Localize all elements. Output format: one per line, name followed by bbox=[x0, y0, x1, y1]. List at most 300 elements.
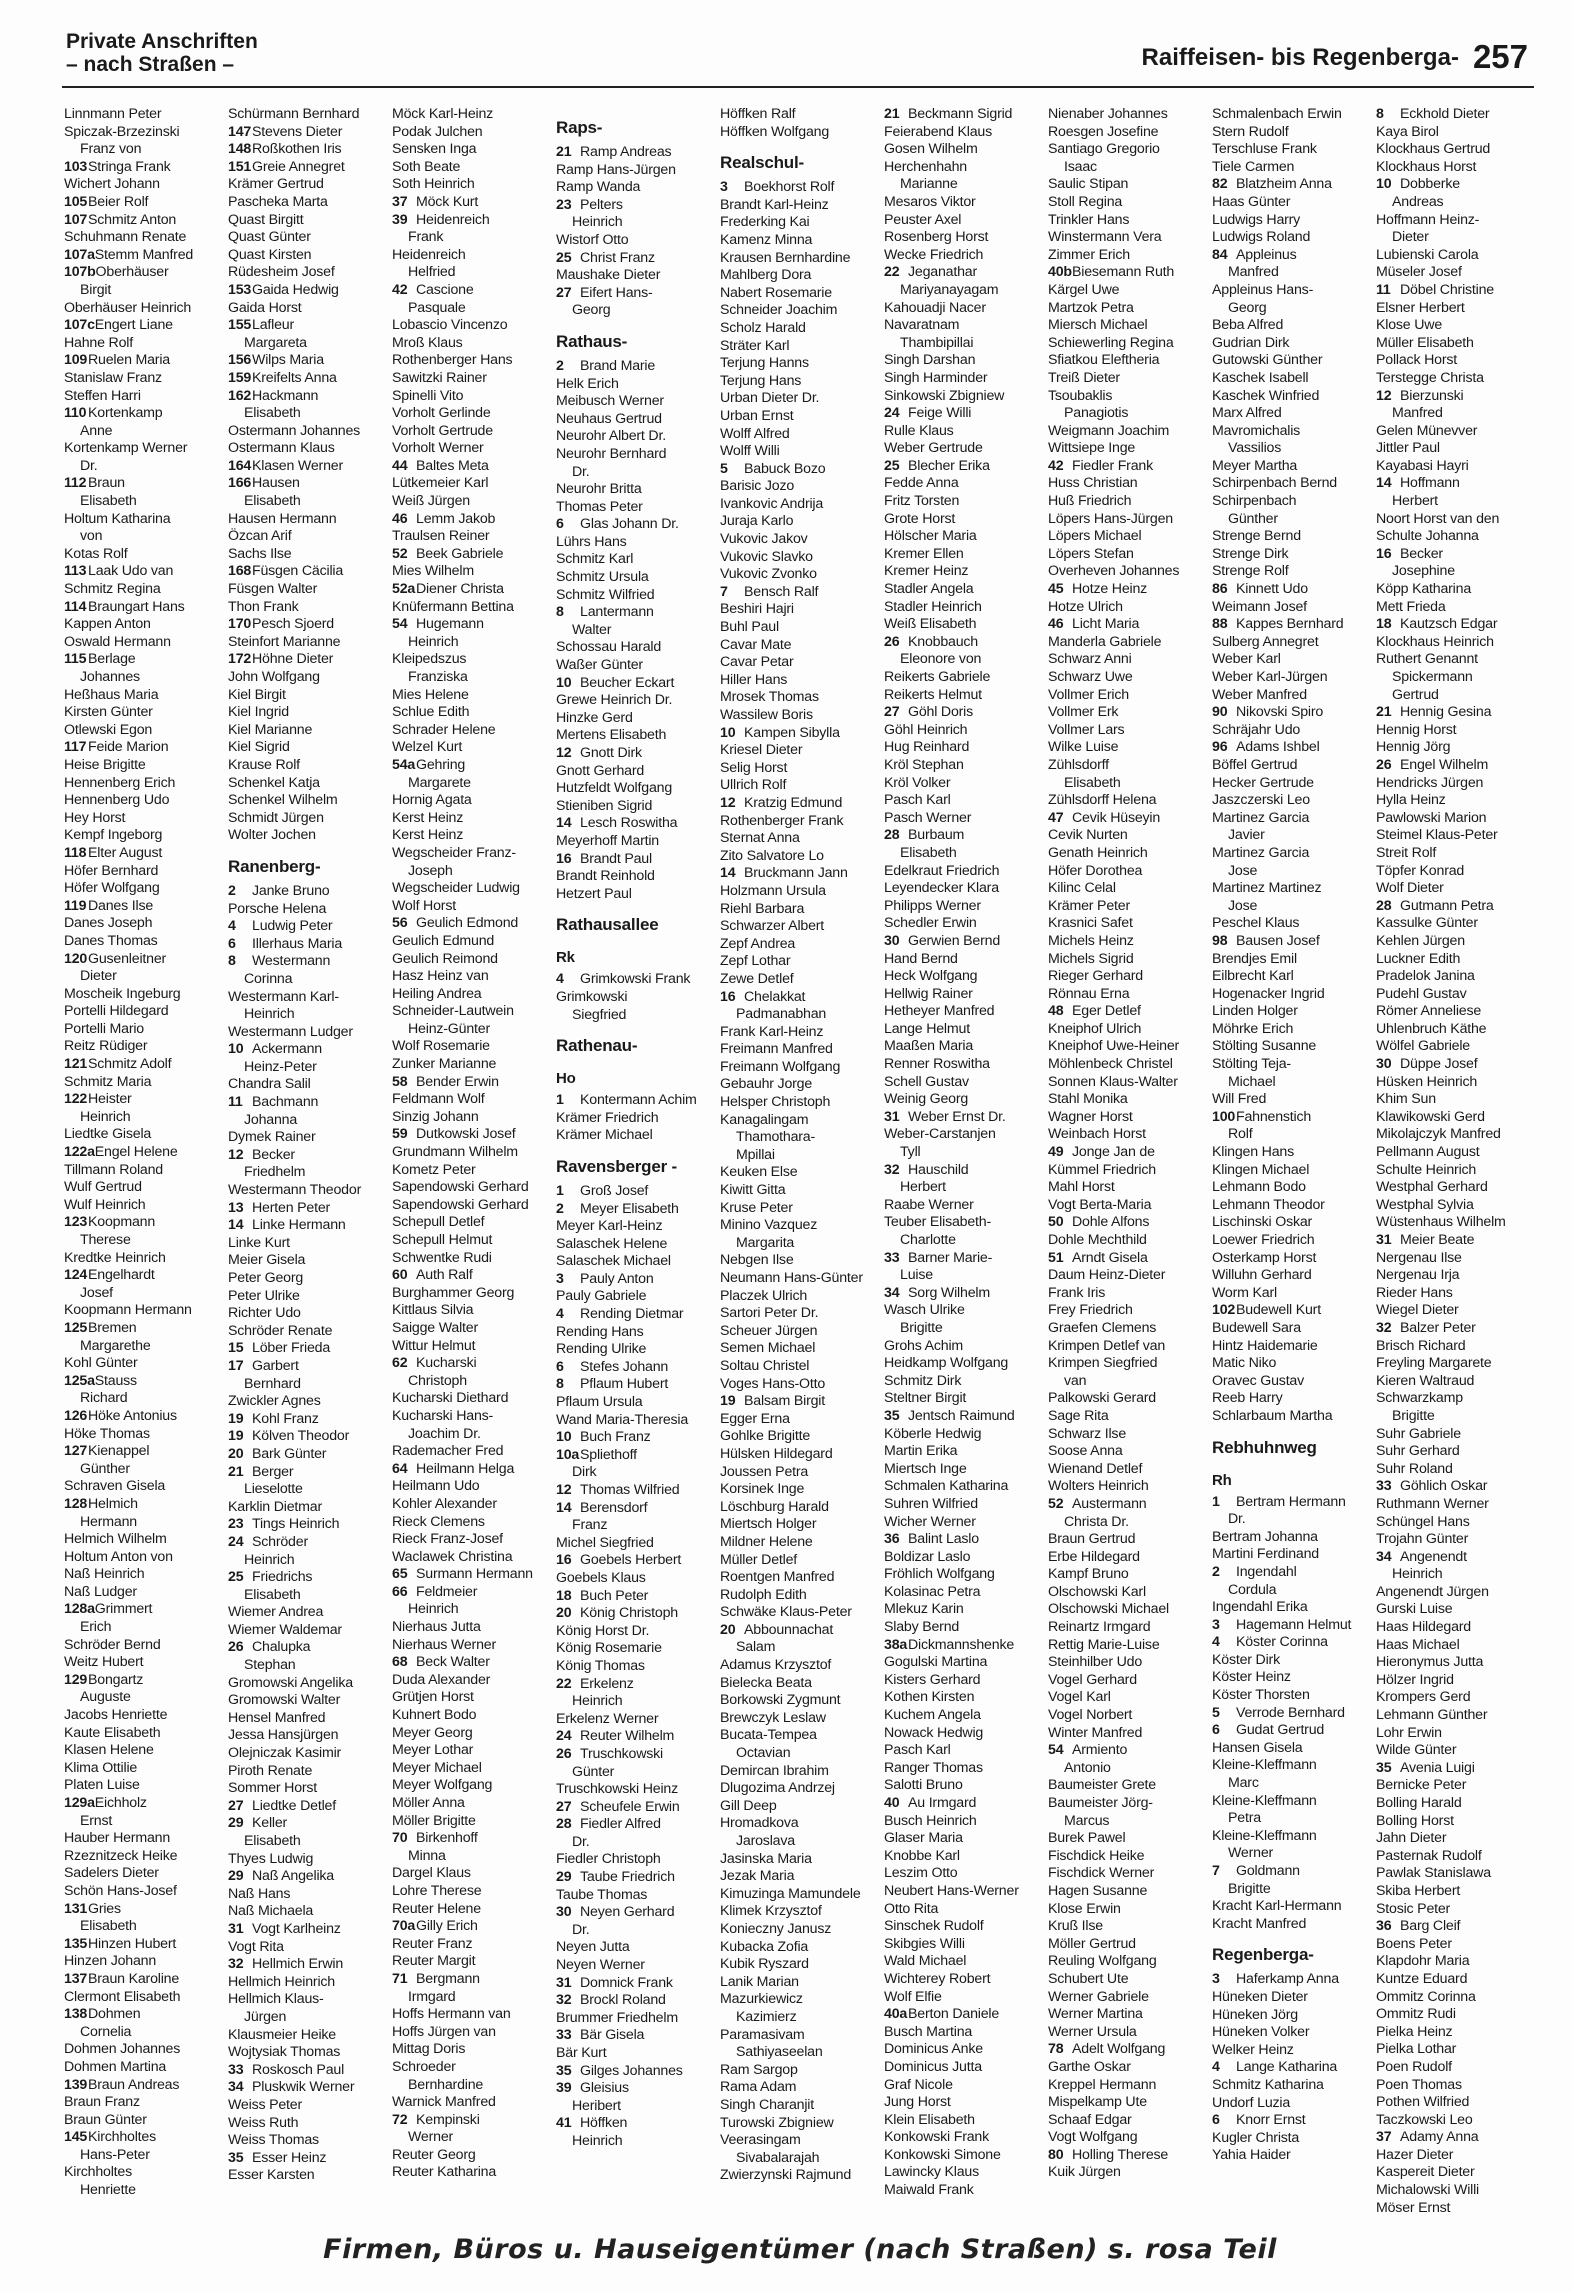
resident-name: Schmitz Wilfried bbox=[556, 586, 655, 603]
resident-name: Frank Karl-Heinz bbox=[720, 1023, 824, 1040]
listing-continuation bbox=[64, 1390, 221, 1408]
resident-name: Hennig Horst bbox=[1376, 721, 1457, 738]
resident-name: Abbounnachat bbox=[744, 1621, 834, 1638]
resident-name: Gnott Gerhard bbox=[556, 762, 645, 779]
listing-entry bbox=[720, 1112, 877, 1130]
listing-entry bbox=[392, 722, 549, 740]
resident-name: Janke Bruno bbox=[252, 882, 330, 899]
listing-entry bbox=[556, 1535, 713, 1553]
resident-name: Pluskwik Werner bbox=[252, 2079, 355, 2096]
listing-entry bbox=[884, 2024, 1041, 2042]
resident-name: Cornelia bbox=[80, 2023, 132, 2040]
listing-entry bbox=[884, 212, 1041, 230]
listing-continuation bbox=[1212, 1126, 1369, 1144]
listing-entry bbox=[556, 675, 713, 693]
house-number: 33 bbox=[228, 2061, 244, 2078]
resident-name: Helsper Christoph bbox=[720, 1094, 831, 1111]
resident-name: Riehl Barbara bbox=[720, 900, 805, 917]
resident-name: Kruß Ilse bbox=[1048, 1918, 1103, 1935]
resident-name: Beckmann Sigrid bbox=[908, 106, 1013, 122]
resident-name: Welzel Kurt bbox=[392, 739, 463, 756]
resident-name: Wiegel Dieter bbox=[1376, 1302, 1459, 1319]
resident-name: Appleinus bbox=[1236, 246, 1297, 263]
listing-entry bbox=[228, 264, 385, 282]
listing-entry bbox=[228, 229, 385, 247]
resident-name: Zepf Andrea bbox=[720, 935, 796, 952]
resident-name: Oswald Hermann bbox=[64, 633, 171, 650]
resident-name: Frank bbox=[408, 229, 444, 246]
resident-name: Holtum Katharina bbox=[64, 510, 171, 527]
resident-name: Kucharski Hans- bbox=[392, 1407, 494, 1424]
resident-name: Trinkler Hans bbox=[1048, 211, 1130, 228]
resident-name: Javier bbox=[1228, 827, 1265, 844]
resident-name: Hennenberg Udo bbox=[64, 792, 170, 809]
resident-name: Vukovic Jakov bbox=[720, 531, 808, 548]
resident-name: Rzeznitzeck Heike bbox=[64, 1847, 178, 1864]
house-number: 51 bbox=[1048, 1249, 1064, 1266]
listing-entry bbox=[720, 795, 877, 813]
resident-name: Tillmann Roland bbox=[64, 1161, 163, 1178]
resident-name: Gaida Horst bbox=[228, 299, 302, 316]
listing-entry bbox=[556, 1341, 713, 1359]
listing-entry bbox=[1048, 458, 1205, 476]
resident-name: Klimek Krzysztof bbox=[720, 1903, 822, 1920]
resident-name: Kreifelts Anna bbox=[252, 369, 337, 386]
house-number: 35 bbox=[228, 2149, 244, 2166]
resident-name: Busch Martina bbox=[884, 2023, 973, 2040]
resident-name: Budewell Sara bbox=[1212, 1319, 1301, 1336]
resident-name: Michels Heinz bbox=[1048, 932, 1134, 949]
listing-entry bbox=[228, 616, 385, 634]
listing-entry bbox=[228, 2097, 385, 2115]
resident-name: Scheufele Erwin bbox=[580, 1798, 680, 1815]
listing-entry bbox=[720, 1798, 877, 1816]
resident-name: Helmich bbox=[88, 1495, 138, 1512]
resident-name: Heise Brigitte bbox=[64, 756, 146, 773]
resident-name: Trojahn Günter bbox=[1376, 1531, 1469, 1548]
resident-name: Ludwigs Harry bbox=[1212, 211, 1301, 228]
listing-continuation bbox=[1212, 300, 1369, 318]
resident-name: Rending Ulrike bbox=[556, 1341, 647, 1358]
house-number: 2 bbox=[228, 882, 236, 899]
resident-name: Schepull Detlef bbox=[392, 1214, 485, 1231]
resident-name: Heidenreich bbox=[392, 246, 466, 263]
resident-name: Stoll Regina bbox=[1048, 193, 1123, 210]
listing-continuation bbox=[64, 968, 221, 986]
listing-entry bbox=[228, 953, 385, 971]
resident-name: Bark Günter bbox=[252, 1445, 327, 1462]
house-number: 127 bbox=[64, 1443, 88, 1460]
house-number: 98 bbox=[1212, 932, 1228, 949]
resident-name: Skiba Herbert bbox=[1376, 1882, 1461, 1899]
resident-name: Gudat Gertrud bbox=[1236, 1722, 1325, 1739]
resident-name: Berton Daniele bbox=[908, 2006, 1000, 2023]
resident-name: Hagemann Helmut bbox=[1236, 1616, 1352, 1633]
listing-entry bbox=[1212, 2024, 1369, 2042]
listing-continuation bbox=[1376, 1566, 1533, 1584]
resident-name: Soltau Christel bbox=[720, 1357, 810, 1374]
house-number: 16 bbox=[1376, 545, 1392, 562]
listing-entry bbox=[720, 1411, 877, 1429]
resident-name: Garthe Oskar bbox=[1048, 2058, 1131, 2075]
listing-continuation bbox=[1212, 1074, 1369, 1092]
resident-name: Westermann Theodor bbox=[228, 1182, 362, 1199]
resident-name: Rulle Klaus bbox=[884, 422, 954, 439]
resident-name: Anne bbox=[80, 422, 113, 439]
listing-entry bbox=[1212, 317, 1369, 335]
resident-name: Grundmann Wilhelm bbox=[392, 1144, 518, 1161]
resident-name: König Thomas bbox=[556, 1657, 645, 1674]
resident-name: Hetheyer Manfred bbox=[884, 1003, 995, 1020]
listing-entry bbox=[1048, 264, 1205, 282]
resident-name: Babuck Bozo bbox=[744, 460, 826, 477]
resident-name: Domnick Frank bbox=[580, 1974, 673, 1991]
listing-continuation bbox=[884, 282, 1041, 300]
resident-name: Nikovski Spiro bbox=[1236, 704, 1324, 721]
listing-continuation bbox=[720, 1129, 877, 1147]
resident-name: Suhr Roland bbox=[1376, 1460, 1453, 1477]
resident-name: Kiel Ingrid bbox=[228, 704, 289, 721]
resident-name: Grohs Achim bbox=[884, 1337, 964, 1354]
listing-entry bbox=[1376, 1936, 1533, 1954]
listing-entry bbox=[884, 1056, 1041, 1074]
listing-continuation bbox=[884, 176, 1041, 194]
resident-name: Gebauhr Jorge bbox=[720, 1076, 813, 1093]
listing-entry bbox=[884, 1390, 1041, 1408]
listing-entry bbox=[720, 1323, 877, 1341]
listing-entry bbox=[720, 848, 877, 866]
house-number: 26 bbox=[228, 1639, 244, 1656]
listing-entry bbox=[64, 1302, 221, 1320]
listing-entry bbox=[1376, 1601, 1533, 1619]
resident-name: Will Fred bbox=[1212, 1091, 1267, 1108]
listing-entry bbox=[392, 1619, 549, 1637]
resident-name: Höffken bbox=[580, 2115, 628, 2132]
listing-entry bbox=[228, 1569, 385, 1587]
resident-name: Veerasingam bbox=[720, 2132, 801, 2149]
resident-name: Schräjahr Udo bbox=[1212, 721, 1301, 738]
listing-entry bbox=[64, 194, 221, 212]
resident-name: Kremer Heinz bbox=[884, 563, 969, 580]
resident-name: Thomas Wilfried bbox=[580, 1482, 680, 1498]
listing-entry bbox=[1376, 1989, 1533, 2007]
resident-name: Lemm Jakob bbox=[416, 510, 496, 527]
house-number: 29 bbox=[228, 1868, 244, 1885]
listing-continuation bbox=[392, 1373, 549, 1391]
listing-entry bbox=[1376, 968, 1533, 986]
resident-name: Vollmer Lars bbox=[1048, 721, 1125, 738]
listing-entry bbox=[228, 1692, 385, 1710]
resident-name: Christoph bbox=[408, 1372, 467, 1389]
house-number: 8 bbox=[1376, 106, 1384, 122]
house-number: 21 bbox=[1376, 704, 1392, 721]
listing-continuation bbox=[64, 458, 221, 476]
resident-name: Krämer Gertrud bbox=[228, 176, 324, 193]
resident-name: Manderla Gabriele bbox=[1048, 633, 1162, 650]
listing-entry bbox=[392, 458, 549, 476]
resident-name: Meyer Wolfgang bbox=[392, 1777, 493, 1794]
listing-entry bbox=[392, 1162, 549, 1180]
listing-entry bbox=[1048, 687, 1205, 705]
resident-name: Saigge Walter bbox=[392, 1319, 478, 1336]
resident-name: Heister bbox=[88, 1091, 132, 1108]
resident-name: Olschowski Karl bbox=[1048, 1583, 1146, 1600]
listing-entry bbox=[1048, 493, 1205, 511]
listing-continuation bbox=[228, 1006, 385, 1024]
resident-name: Sfiatkou Eleftheria bbox=[1048, 352, 1160, 369]
listing-entry bbox=[64, 775, 221, 793]
resident-name: Stölting Teja- bbox=[1212, 1056, 1291, 1073]
house-number: 32 bbox=[228, 1956, 244, 1973]
resident-name: Danes Thomas bbox=[64, 932, 158, 949]
resident-name: Jonge Jan de bbox=[1072, 1144, 1155, 1161]
house-number: 25 bbox=[884, 457, 900, 474]
listing-entry bbox=[884, 493, 1041, 511]
house-number: 27 bbox=[884, 704, 900, 721]
listing-entry bbox=[1376, 722, 1533, 740]
resident-name: Weiß Elisabeth bbox=[884, 616, 977, 633]
listing-entry bbox=[556, 267, 713, 285]
resident-name: Ostermann Klaus bbox=[228, 440, 335, 457]
house-number: 6 bbox=[1212, 1722, 1220, 1739]
listing-entry bbox=[1212, 915, 1369, 933]
resident-name: Kienappel bbox=[88, 1443, 150, 1460]
listing-entry bbox=[720, 1200, 877, 1218]
listing-entry bbox=[884, 863, 1041, 881]
resident-name: Hoffs Hermann van bbox=[392, 2006, 511, 2023]
house-number: 4 bbox=[556, 1306, 564, 1323]
resident-name: Pawlowski Marion bbox=[1376, 809, 1487, 826]
listing-entry bbox=[1048, 1091, 1205, 1109]
resident-name: Bernhard bbox=[244, 1375, 301, 1392]
resident-name: Brandt Karl-Heinz bbox=[720, 196, 829, 213]
house-number: 1 bbox=[1212, 1493, 1220, 1510]
listing-entry bbox=[392, 2024, 549, 2042]
resident-name: Gurski Luise bbox=[1376, 1601, 1453, 1618]
listing-entry bbox=[1048, 1883, 1205, 1901]
listing-entry bbox=[392, 1267, 549, 1285]
resident-name: Michael bbox=[1228, 1073, 1276, 1090]
house-number: 46 bbox=[1048, 616, 1064, 633]
listing-entry bbox=[392, 1689, 549, 1707]
listing-entry bbox=[64, 915, 221, 933]
listing-entry bbox=[1212, 423, 1369, 441]
listing-entry bbox=[1048, 1566, 1205, 1584]
resident-name: Nierhaus Jutta bbox=[392, 1619, 481, 1636]
listing-entry bbox=[720, 302, 877, 320]
listing-entry bbox=[1212, 493, 1369, 511]
resident-name: Kuik Jürgen bbox=[1048, 2164, 1121, 2181]
listing-entry bbox=[1376, 475, 1533, 493]
listing-entry bbox=[1048, 1830, 1205, 1848]
listing-entry bbox=[64, 1126, 221, 1144]
listing-continuation bbox=[64, 1232, 221, 1250]
resident-name: Padmanabhan bbox=[736, 1006, 827, 1023]
listing-entry bbox=[228, 1851, 385, 1869]
listing-entry bbox=[64, 1707, 221, 1725]
resident-name: Braun Andreas bbox=[88, 2076, 180, 2093]
resident-name: Friedhelm bbox=[244, 1164, 306, 1181]
listing-entry bbox=[884, 1514, 1041, 1532]
listing-entry bbox=[1212, 968, 1369, 986]
listing-entry bbox=[884, 1918, 1041, 1936]
listing-entry bbox=[556, 710, 713, 728]
house-number: 72 bbox=[392, 2111, 408, 2128]
house-number: 21 bbox=[228, 1463, 244, 1480]
listing-entry bbox=[1048, 1021, 1205, 1039]
house-number: 21 bbox=[556, 144, 572, 160]
listing-continuation bbox=[64, 1918, 221, 1936]
house-number: 82 bbox=[1212, 176, 1228, 193]
resident-name: Grote Horst bbox=[884, 510, 956, 527]
listing-entry bbox=[1212, 475, 1369, 493]
listing-entry bbox=[1048, 1848, 1205, 1866]
listing-entry bbox=[720, 813, 877, 831]
resident-name: Stahl Monika bbox=[1048, 1091, 1128, 1108]
listing-entry bbox=[720, 1587, 877, 1605]
listing-entry bbox=[720, 1552, 877, 1570]
resident-name: Dr. bbox=[572, 1921, 590, 1938]
resident-name: Adamus Krzysztof bbox=[720, 1657, 832, 1674]
resident-name: Pothen Wilfried bbox=[1376, 2094, 1470, 2111]
listing-entry bbox=[884, 2006, 1041, 2024]
resident-name: Pasch Karl bbox=[884, 1742, 951, 1759]
resident-name: Kucharski Diethard bbox=[392, 1390, 509, 1407]
listing-entry bbox=[1048, 2129, 1205, 2147]
house-number: 6 bbox=[1212, 2112, 1220, 2129]
listing-entry bbox=[64, 2059, 221, 2077]
resident-name: Eckhold Dieter bbox=[1400, 106, 1490, 122]
resident-name: Heribert bbox=[572, 2097, 621, 2114]
resident-name: Weiss Peter bbox=[228, 2096, 303, 2113]
listing-entry bbox=[228, 212, 385, 230]
listing-entry bbox=[556, 1869, 713, 1887]
listing-entry bbox=[884, 1461, 1041, 1479]
resident-name: Margareta bbox=[244, 334, 307, 351]
resident-name: Greie Annegret bbox=[252, 158, 345, 175]
listing-entry bbox=[64, 317, 221, 335]
house-number: 110 bbox=[64, 405, 87, 422]
resident-name: Köster Heinz bbox=[1212, 1669, 1291, 1686]
resident-name: Günther bbox=[1228, 510, 1278, 527]
listing-entry bbox=[1212, 1232, 1369, 1250]
listing-entry bbox=[64, 1637, 221, 1655]
listing-entry bbox=[64, 1091, 221, 1109]
listing-entry bbox=[64, 1953, 221, 1971]
resident-name: Piroth Renate bbox=[228, 1762, 313, 1779]
house-number: 145 bbox=[64, 2129, 88, 2146]
listing-entry bbox=[1376, 1549, 1533, 1567]
house-number: 164 bbox=[228, 457, 252, 474]
resident-name: Reuter Margit bbox=[392, 1953, 476, 1970]
resident-name: Krimpen Siegfried bbox=[1048, 1355, 1158, 1372]
house-number: 155 bbox=[228, 317, 252, 334]
house-number: 37 bbox=[392, 193, 408, 210]
listing-entry bbox=[884, 1162, 1041, 1180]
listing-continuation bbox=[556, 1693, 713, 1711]
listing-entry bbox=[1376, 335, 1533, 353]
resident-name: Kometz Peter bbox=[392, 1161, 476, 1178]
resident-name: Luckner Edith bbox=[1376, 950, 1461, 967]
resident-name: von bbox=[80, 528, 103, 545]
resident-name: Wichterey Robert bbox=[884, 1970, 991, 1987]
resident-name: Wasch Ulrike bbox=[884, 1302, 965, 1319]
listing-entry bbox=[64, 845, 221, 863]
listing-entry bbox=[228, 687, 385, 705]
house-number: 14 bbox=[228, 1217, 244, 1234]
listing-entry bbox=[228, 352, 385, 370]
resident-name: Möhlenbeck Christel bbox=[1048, 1056, 1173, 1073]
resident-name: Zwickler Agnes bbox=[228, 1393, 321, 1410]
listing-entry bbox=[1048, 1197, 1205, 1215]
resident-name: Göhl Heinrich bbox=[884, 721, 968, 738]
listing-entry bbox=[720, 1974, 877, 1992]
resident-name: Eger Detlef bbox=[1072, 1003, 1141, 1020]
resident-name: Schröder Renate bbox=[228, 1322, 333, 1339]
house-number: 33 bbox=[1376, 1478, 1392, 1495]
resident-name: Sinschek Rudolf bbox=[884, 1918, 984, 1935]
resident-name: Adams Ishbel bbox=[1236, 739, 1320, 756]
listing-entry bbox=[556, 587, 713, 605]
resident-name: Reinartz Irmgard bbox=[1048, 1619, 1151, 1636]
resident-name: Schwarzer Albert bbox=[720, 918, 825, 935]
house-number: 12 bbox=[1376, 387, 1392, 404]
listing-entry bbox=[1212, 1705, 1369, 1723]
resident-name: Quast Günter bbox=[228, 229, 311, 246]
resident-name: Krimpen Detlef van bbox=[1048, 1337, 1166, 1354]
resident-name: Müller Detlef bbox=[720, 1551, 798, 1568]
resident-name: Frank Iris bbox=[1048, 1284, 1106, 1301]
resident-name: Kolasinac Petra bbox=[884, 1583, 981, 1600]
resident-name: Mett Frieda bbox=[1376, 598, 1446, 615]
resident-name: Kayabasi Hayri bbox=[1376, 457, 1469, 474]
listing-entry bbox=[884, 880, 1041, 898]
resident-name: Licht Maria bbox=[1072, 616, 1140, 633]
resident-name: Graefen Clemens bbox=[1048, 1319, 1157, 1336]
resident-name: Keuken Else bbox=[720, 1164, 798, 1181]
resident-name: Oberhäuser bbox=[95, 264, 169, 281]
resident-name: Groß Josef bbox=[580, 1182, 649, 1199]
listing-entry bbox=[720, 1727, 877, 1745]
listing-entry bbox=[1048, 1109, 1205, 1127]
street-heading: Rathausallee bbox=[556, 915, 659, 935]
resident-name: Heiling Andrea bbox=[392, 985, 482, 1002]
resident-name: Hausen Hermann bbox=[228, 510, 337, 527]
listing-entry bbox=[228, 2132, 385, 2150]
resident-name: Wolf Elfie bbox=[884, 1988, 942, 2005]
listing-entry bbox=[392, 1865, 549, 1883]
resident-name: Pesch Sjoerd bbox=[252, 616, 334, 633]
listing-entry bbox=[228, 1675, 385, 1693]
listing-entry bbox=[884, 1478, 1041, 1496]
listing-entry bbox=[228, 1041, 385, 1059]
resident-name: Weber Manfred bbox=[1212, 686, 1307, 703]
resident-name: Hugemann bbox=[416, 616, 484, 633]
resident-name: Schröder bbox=[252, 1533, 308, 1550]
resident-name: Esser Heinz bbox=[252, 2149, 327, 2166]
resident-name: Wolff Alfred bbox=[720, 425, 790, 442]
listing-continuation bbox=[392, 2077, 549, 2095]
resident-name: Blatzheim Anna bbox=[1236, 176, 1332, 193]
listing-entry bbox=[884, 1355, 1041, 1373]
resident-name: Neyen Werner bbox=[556, 1957, 645, 1974]
house-number: 25 bbox=[228, 1569, 244, 1586]
house-number: 32 bbox=[884, 1161, 900, 1178]
resident-name: Soth Beate bbox=[392, 158, 461, 175]
listing-entry bbox=[884, 1109, 1041, 1127]
resident-name: Klockhaus Heinrich bbox=[1376, 633, 1494, 650]
listing-entry bbox=[392, 1144, 549, 1162]
